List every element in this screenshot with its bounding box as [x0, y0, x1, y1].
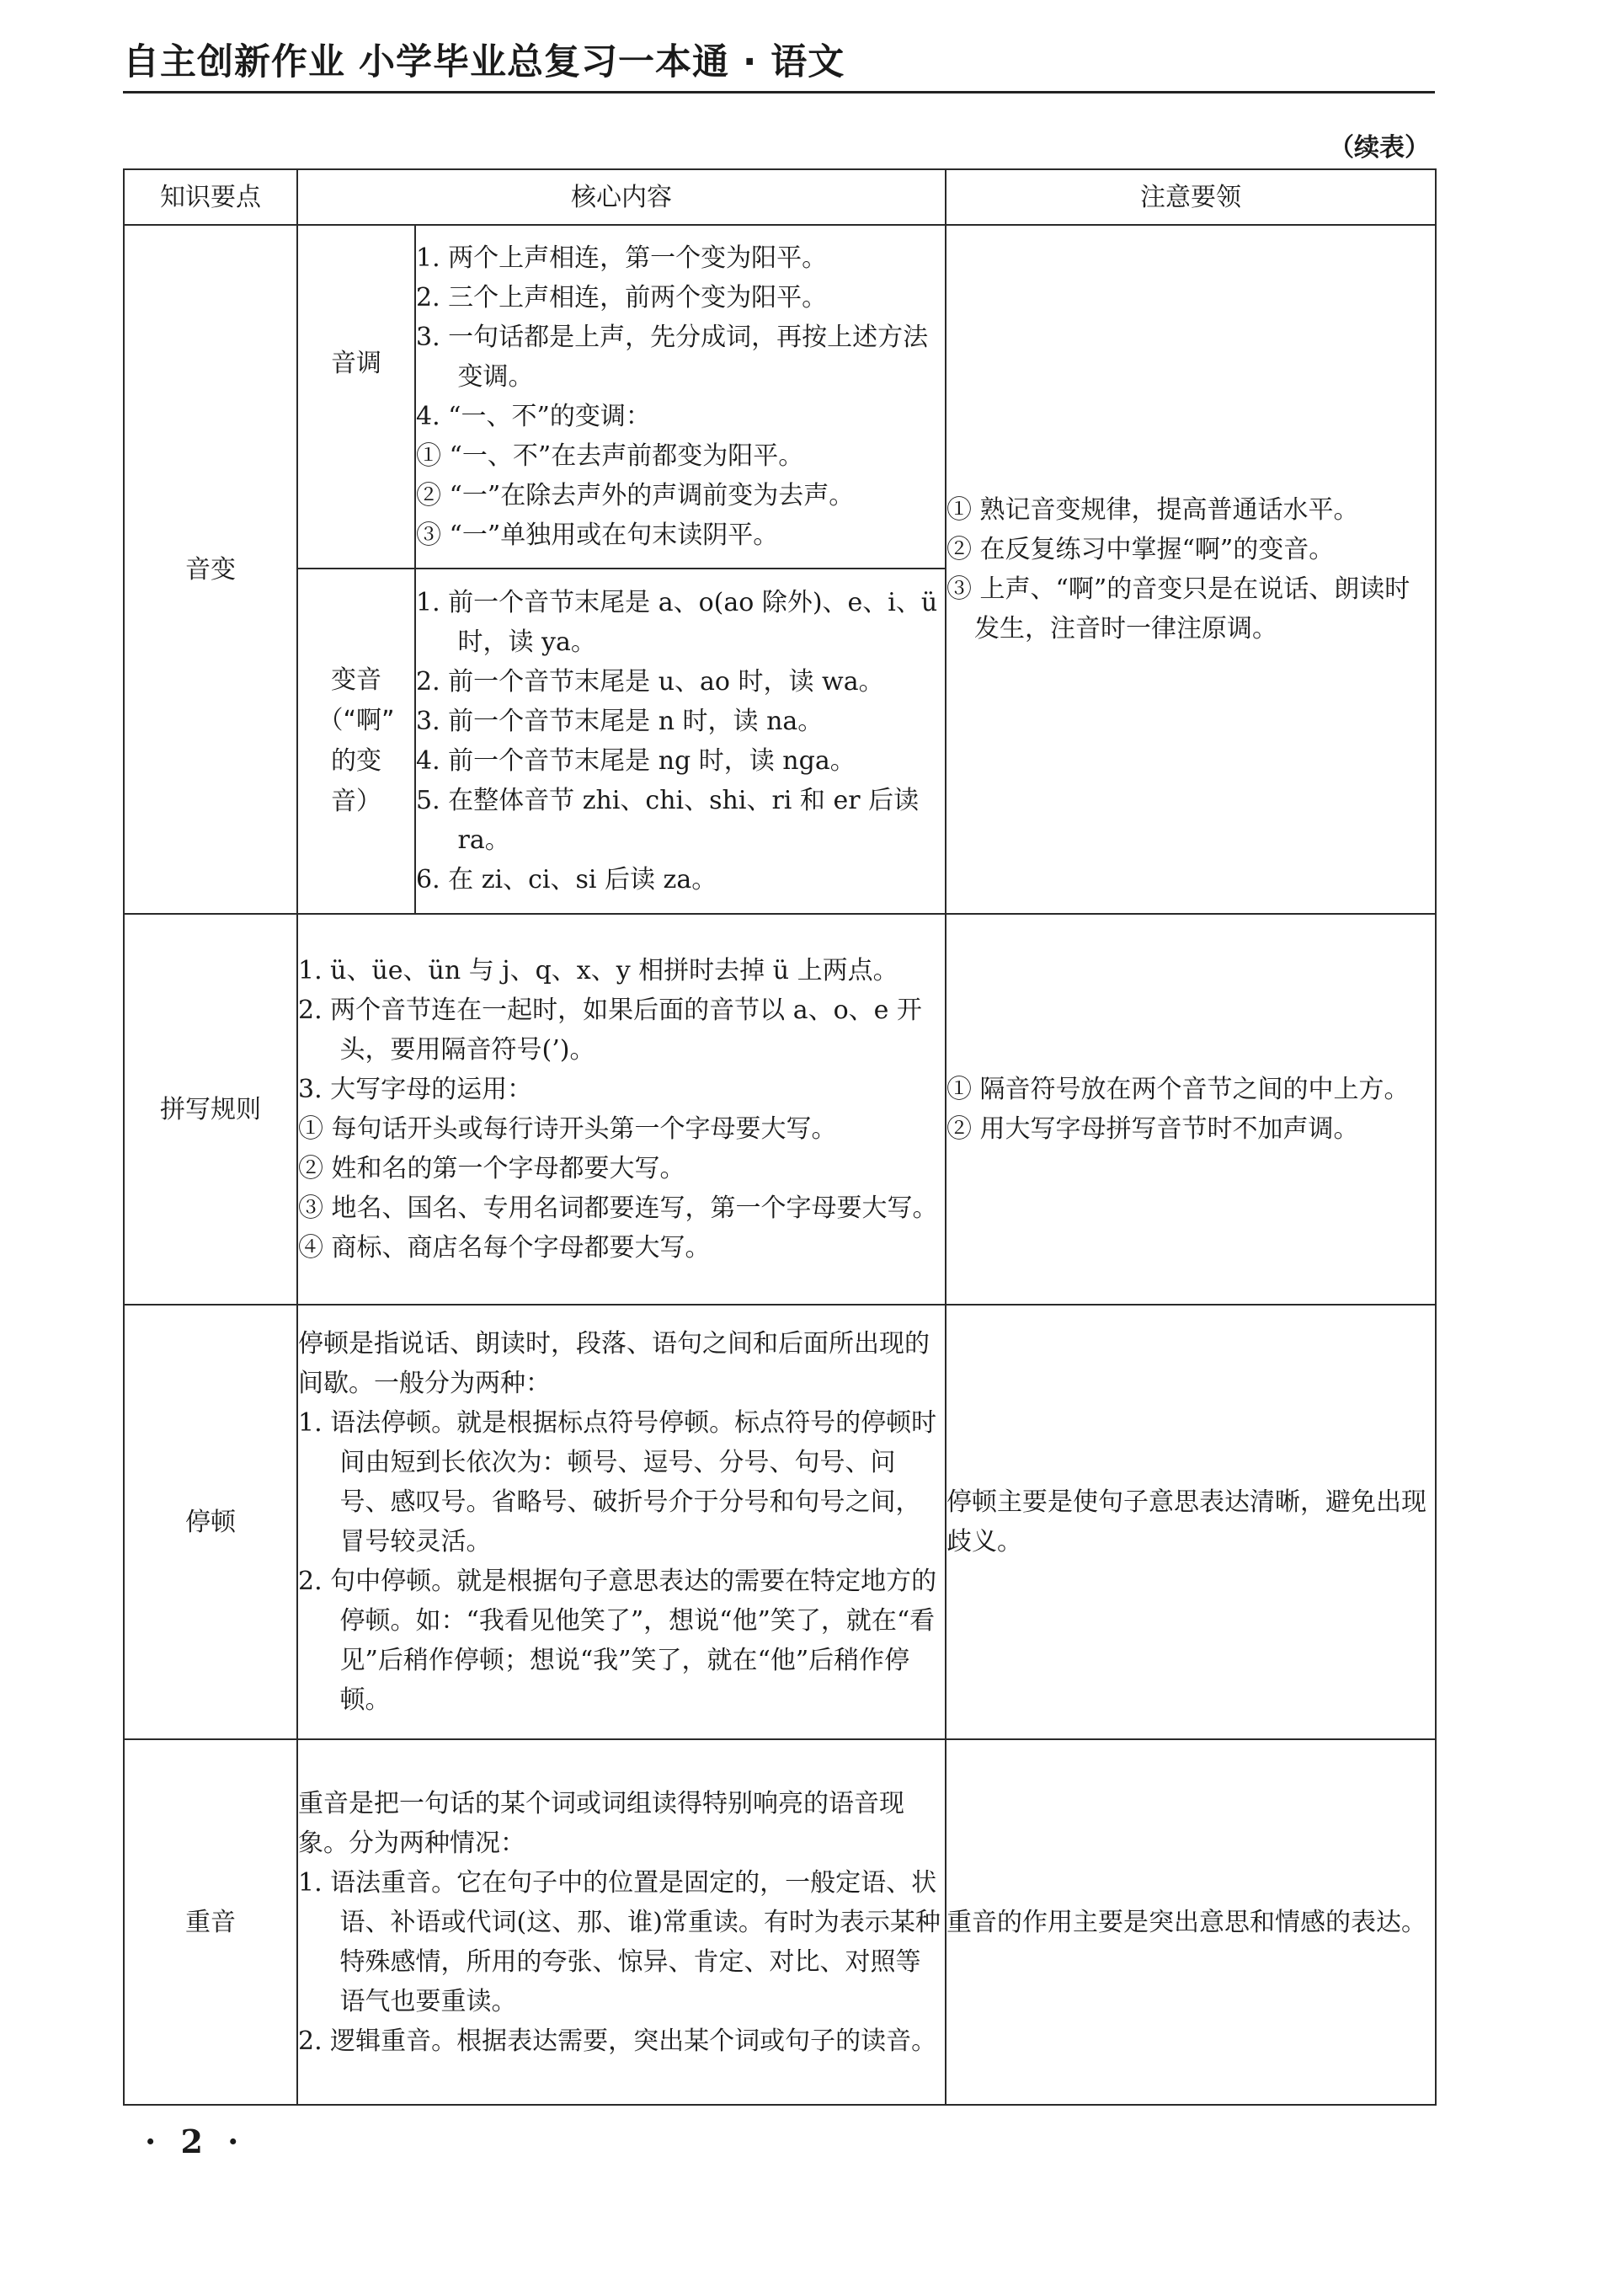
- subtopic-line: （“啊”: [317, 706, 395, 735]
- zhongyin-note: [946, 1739, 1436, 2105]
- pinxie-line: 3. 大写字母的运用：: [298, 1075, 533, 1104]
- tone-line: 2. 三个上声相连，前两个变为阳平。: [416, 283, 828, 312]
- pinxie-notes: [946, 914, 1436, 1305]
- header-title: 自主创新作业 小学毕业总复习一本通 · 语文: [123, 41, 845, 83]
- column-header-content: 核心内容: [297, 169, 946, 225]
- tone-content: [415, 225, 946, 569]
- table-row: [124, 1739, 1436, 2105]
- tone-line: ① “一、不”在去声前都变为阳平。: [416, 441, 804, 471]
- a-line: 3. 前一个音节末尾是 n 时，读 na。: [416, 707, 824, 736]
- note-line: ② 在反复练习中掌握“啊”的变音。: [946, 535, 1335, 564]
- subtopic-tone: 音调: [297, 225, 415, 569]
- a-line: 6. 在 zi、ci、si 后读 za。: [416, 865, 717, 894]
- tone-line: 1. 两个上声相连，第一个变为阳平。: [416, 243, 828, 273]
- tone-line: 4. “一、不”的变调：: [416, 402, 651, 431]
- tingdun-note: [946, 1305, 1436, 1739]
- topic-zhongyin: 重音: [124, 1739, 297, 2105]
- pinxie-line: ② 姓和名的第一个字母都要大写。: [298, 1154, 685, 1183]
- table-row: [124, 914, 1436, 1305]
- a-line: 4. 前一个音节末尾是 ng 时，读 nga。: [416, 746, 856, 776]
- table-header-row: [124, 169, 1436, 225]
- note-line: 停顿主要是使句子意思表达清晰，避免出现歧义。: [946, 1487, 1426, 1556]
- column-header-topic: 知识要点: [124, 169, 297, 225]
- subtopic-line: 的变: [331, 746, 381, 776]
- tone-line: 3. 一句话都是上声，先分成词，再按上述方法变调。: [416, 323, 929, 392]
- subtopic-line: 变音: [331, 665, 381, 695]
- header-rule: [123, 91, 1435, 93]
- pinxie-line: ① 每句话开头或每行诗开头第一个字母要大写。: [298, 1114, 837, 1144]
- note-line: ③ 上声、“啊”的音变只是在说话、朗读时发生，注音时一律注原调。: [946, 574, 1410, 643]
- yinbian-notes: [946, 225, 1436, 914]
- table-row: [124, 225, 1436, 569]
- a-line: 2. 前一个音节末尾是 u、ao 时，读 wa。: [416, 667, 884, 697]
- note-line: ① 隔音符号放在两个音节之间的中上方。: [946, 1075, 1410, 1104]
- table-row: [124, 1305, 1436, 1739]
- pinxie-line: 1. ü、üe、ün 与 j、q、x、y 相拼时去掉 ü 上两点。: [298, 956, 898, 985]
- note-line: ① 熟记音变规律，提高普通话水平。: [946, 495, 1359, 525]
- pinxie-line: ④ 商标、商店名每个字母都要大写。: [298, 1233, 711, 1263]
- zhongyin-intro: 重音是把一句话的某个词或词组读得特别响亮的语音现象。分为两种情况：: [298, 1788, 904, 1858]
- pinxie-content: [297, 914, 946, 1305]
- page-number: · 2 ·: [145, 2122, 246, 2160]
- note-line: 重音的作用主要是突出意思和情感的表达。: [946, 1907, 1426, 1937]
- pinxie-line: ③ 地名、国名、专用名词都要连写，第一个字母要大写。: [298, 1193, 938, 1223]
- tingdun-item: 2. 句中停顿。就是根据句子意思表达的需要在特定地方的停顿。如：“我看见他笑了”，想说“他”笑了，就在“看见”后稍作停顿；想说“我”笑了，就在“他”后稍作停顿。: [298, 1567, 937, 1715]
- topic-tingdun: 停顿: [124, 1305, 297, 1739]
- a-line: 1. 前一个音节末尾是 a、o(ao 除外)、e、i、ü 时，读 ya。: [416, 588, 938, 657]
- topic-yinbian: 音变: [124, 225, 297, 914]
- tingdun-intro: 停顿是指说话、朗读时，段落、语句之间和后面所出现的间歇。一般分为两种：: [298, 1329, 930, 1398]
- zhongyin-content: [297, 1739, 946, 2105]
- knowledge-table: [123, 168, 1437, 2106]
- a-change-content: [415, 569, 946, 914]
- zhongyin-item: 1. 语法重音。它在句子中的位置是固定的，一般定语、状语、补语或代词(这、那、谁)常重读。有时为表示某种特殊感情，所用的夸张、惊异、肯定、对比、对照等语气也要重读。: [298, 1867, 941, 2016]
- a-line: 5. 在整体音节 zhi、chi、shi、ri 和 er 后读 ra。: [416, 786, 920, 855]
- subtopic-a-change: [297, 569, 415, 914]
- column-header-notes: 注意要领: [946, 169, 1436, 225]
- tone-line: ② “一”在除去声外的声调前变为去声。: [416, 481, 855, 510]
- tingdun-content: [297, 1305, 946, 1739]
- pinxie-line: 2. 两个音节连在一起时，如果后面的音节以 a、o、e 开头，要用隔音符号(’)。: [298, 996, 922, 1065]
- tingdun-item: 1. 语法停顿。就是根据标点符号停顿。标点符号的停顿时间由短到长依次为：顿号、逗号、分号、句号、问号、感叹号。省略号、破折号介于分号和句号之间，冒号较灵活。: [298, 1408, 937, 1556]
- continued-label: （续表）: [1329, 133, 1430, 163]
- subtopic-line: 音）: [331, 787, 381, 816]
- topic-pinxie: 拼写规则: [124, 914, 297, 1305]
- zhongyin-item: 2. 逻辑重音。根据表达需要，突出某个词或句子的读音。: [298, 2026, 937, 2056]
- note-line: ② 用大写字母拼写音节时不加声调。: [946, 1114, 1359, 1144]
- tone-line: ③ “一”单独用或在句末读阴平。: [416, 521, 779, 550]
